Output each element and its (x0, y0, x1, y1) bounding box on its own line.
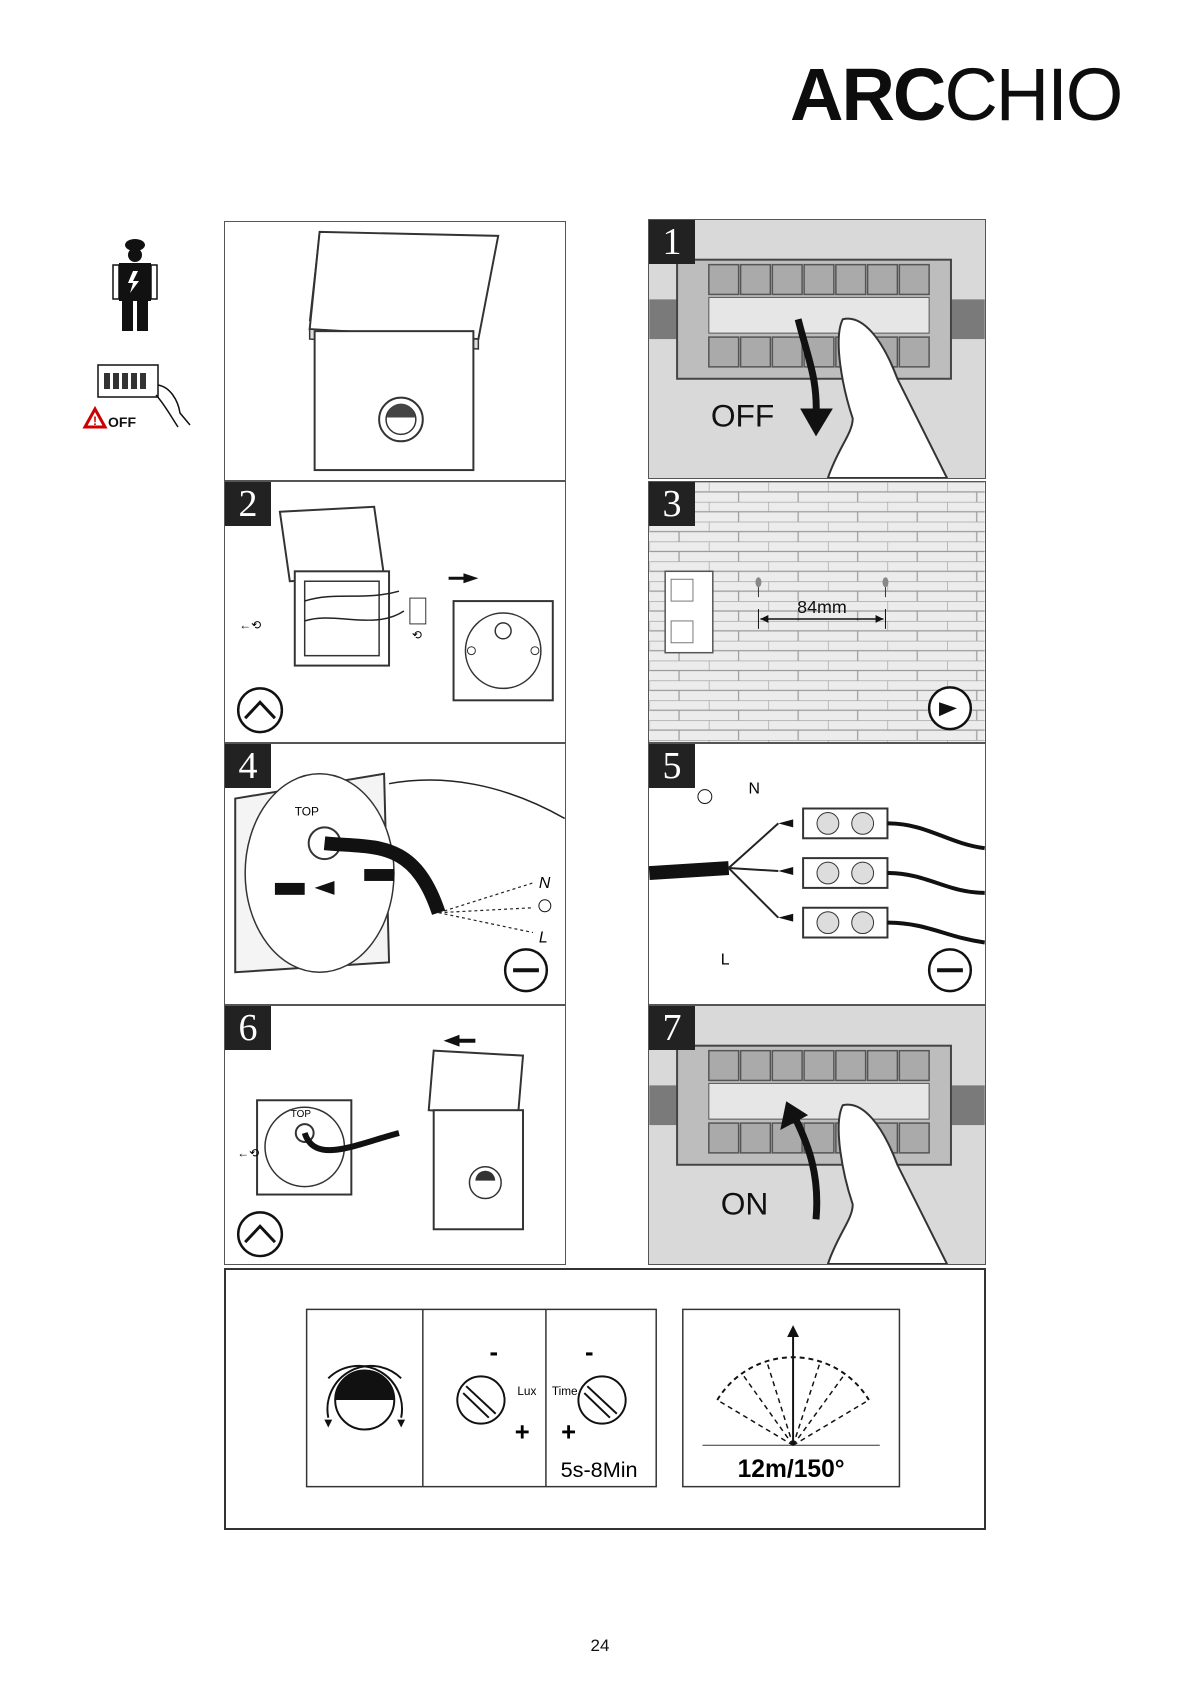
step-5-number: 5 (649, 744, 695, 788)
lock-step-icon (238, 1212, 282, 1256)
brand-logo-light: CHIO (944, 53, 1122, 136)
electrician-icon (70, 235, 200, 455)
safety-icons (70, 235, 200, 455)
wall-light-illustration (225, 222, 565, 480)
svg-text:!: ! (93, 414, 97, 428)
mounting-plate-illustration (225, 744, 565, 1004)
step-4-number: 4 (225, 744, 271, 788)
step-7-panel (648, 1005, 986, 1265)
step-2-number: 2 (225, 482, 271, 526)
step-7-caption: ON (720, 1185, 769, 1222)
step-3-panel (648, 481, 986, 743)
step-5-panel (648, 743, 986, 1005)
assembly-illustration (225, 1006, 565, 1264)
time-label: Time (551, 1384, 578, 1399)
hole-spacing-label: 84mm (797, 596, 847, 617)
brand-logo (790, 53, 1122, 136)
step-7-number: 7 (649, 1006, 695, 1050)
page-number: 24 (590, 1636, 610, 1655)
step-6-number: 6 (225, 1006, 271, 1050)
step-4-panel (224, 743, 566, 1005)
svg-text:⟲: ⟲ (411, 627, 422, 642)
sensor-settings-illustration (226, 1270, 984, 1528)
step-1-caption: OFF (710, 397, 775, 434)
wiring-illustration (649, 744, 985, 1004)
step-5-label-l: L (720, 951, 730, 969)
off-warning-label: OFF (108, 414, 136, 430)
step-6-panel (224, 1005, 566, 1265)
time-range-label: 5s-8Min (560, 1456, 638, 1482)
time-minus: - (584, 1338, 594, 1367)
breaker-on-illustration (649, 1006, 985, 1264)
step-3-number: 3 (649, 482, 695, 526)
lux-plus: + (514, 1418, 530, 1447)
sensor-settings-box (224, 1268, 986, 1530)
detection-range-label: 12m/150° (737, 1455, 845, 1483)
step-2-panel (224, 481, 566, 743)
step-6-top-label: TOP (290, 1109, 311, 1121)
earth-symbol-icon (539, 900, 551, 912)
svg-text:←⟲: ←⟲ (239, 617, 262, 632)
step-5-label-n: N (748, 780, 760, 798)
step-1-panel (648, 219, 986, 479)
lux-label: Lux (517, 1384, 537, 1399)
unlock-step-icon (238, 688, 282, 732)
open-housing-illustration (225, 482, 565, 742)
brand-logo-bold: ARC (790, 53, 945, 136)
step-1-number: 1 (649, 220, 695, 264)
lux-minus: - (489, 1338, 498, 1367)
earth-symbol-icon (698, 790, 712, 804)
drilling-illustration (649, 482, 985, 742)
step-4-wire-l: L (538, 929, 548, 947)
svg-text:←⟲: ←⟲ (237, 1145, 260, 1160)
product-panel (224, 221, 566, 481)
step-4-top-label: TOP (294, 804, 320, 819)
step-4-wire-n: N (538, 874, 551, 892)
time-plus: + (561, 1418, 577, 1447)
breaker-off-illustration (649, 220, 985, 478)
